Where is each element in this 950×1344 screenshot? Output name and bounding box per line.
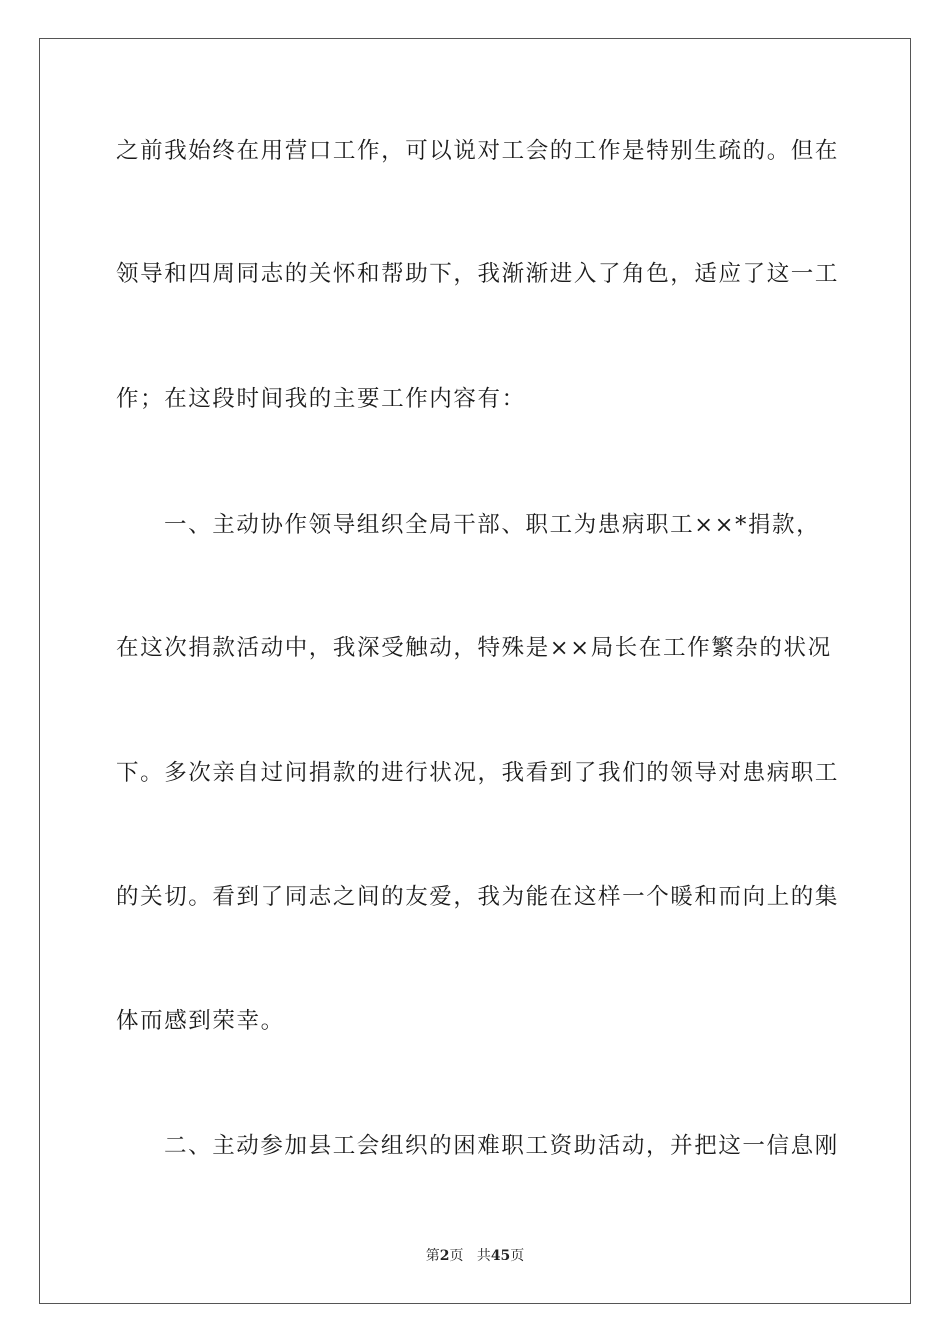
page-footer bbox=[0, 1247, 950, 1265]
footer-total-suffix: 页 bbox=[510, 1248, 525, 1264]
text-line-2: 领导和四周同志的关怀和帮助下，我渐渐进入了角色，适应了这一工 bbox=[116, 261, 840, 287]
text-line-6: 下。多次亲自过问捐款的进行状况，我看到了我们的领导对患病职工 bbox=[116, 760, 840, 786]
footer-total-prefix: 共 bbox=[476, 1248, 491, 1264]
footer-total-pages: 45 bbox=[490, 1248, 511, 1264]
text-line-8: 体而感到荣幸。 bbox=[116, 1008, 285, 1034]
text-line-1: 之前我始终在用营口工作，可以说对工会的工作是特别生疏的。但在 bbox=[116, 138, 840, 164]
text-line-4: 一、主动协作领导组织全局干部、职工为患病职工××*捐款， bbox=[164, 512, 821, 538]
footer-page-number: 2 bbox=[439, 1248, 450, 1264]
page-frame bbox=[39, 38, 911, 1304]
text-line-3: 作；在这段时间我的主要工作内容有： bbox=[116, 386, 526, 412]
text-line-7: 的关切。看到了同志之间的友爱，我为能在这样一个暖和而向上的集 bbox=[116, 884, 840, 910]
text-line-9: 二、主动参加县工会组织的困难职工资助活动，并把这一信息刚 bbox=[164, 1133, 839, 1159]
footer-page-suffix: 页 bbox=[449, 1248, 464, 1264]
text-line-5: 在这次捐款活动中，我深受触动，特殊是××局长在工作繁杂的状况 bbox=[116, 635, 832, 661]
footer-page-prefix: 第 bbox=[425, 1248, 440, 1264]
